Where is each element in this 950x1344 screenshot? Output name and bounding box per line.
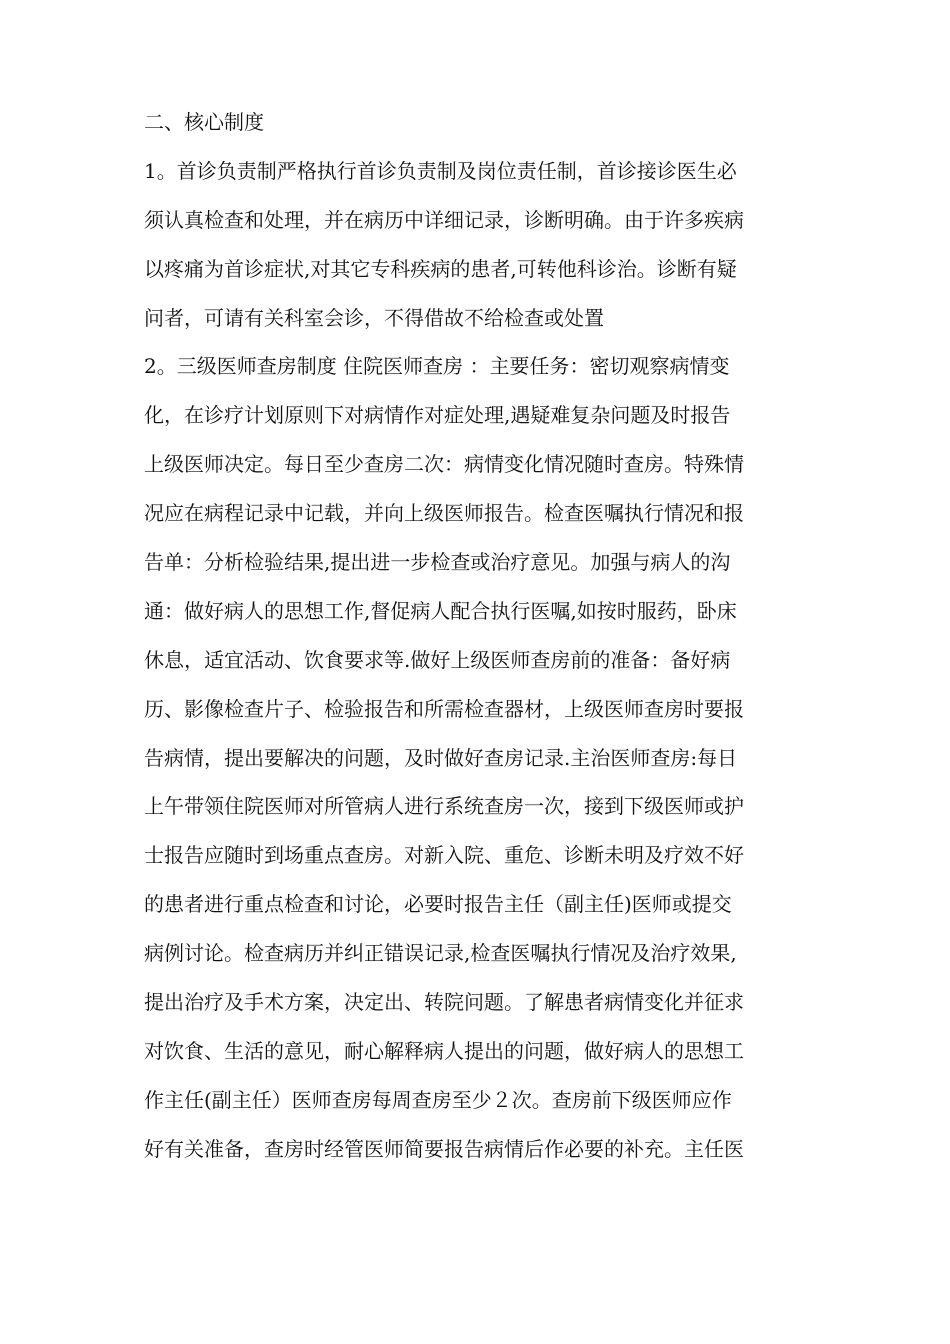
text-line: 1。首诊负责制严格执行首诊负责制及岗位责任制，首诊接诊医生必 <box>144 158 737 183</box>
text-line: 告病情，提出要解决的问题，及时做好查房记录.主治医师查房:每日 <box>144 745 738 770</box>
text-line: 上级医师决定。每日至少查房二次：病情变化情况随时查房。特殊情 <box>144 452 744 477</box>
text-line: 的患者进行重点检查和讨论，必要时报告主任（副主任)医师或提交 <box>144 892 732 917</box>
text-line: 好有关准备，查房时经管医师简要报告病情后作必要的补充。主任医 <box>144 1136 744 1161</box>
text-line: 2。三级医师查房制度 住院医师查房 ：主要任务：密切观察病情变 <box>144 354 730 379</box>
text-line: 历、影像检查片子、检验报告和所需检查器材，上级医师查房时要报 <box>144 696 744 721</box>
section-heading: 二、核心制度 <box>144 110 264 134</box>
text-line: 上午带领住院医师对所管病人进行系统查房一次，接到下级医师或护 <box>144 794 744 819</box>
text-line: 对饮食、生活的意见，耐心解释病人提出的问题，做好病人的思想工 <box>144 1038 744 1063</box>
text-line: 况应在病程记录中记载，并向上级医师报告。检查医嘱执行情况和报 <box>144 501 744 526</box>
text-line: 士报告应随时到场重点查房。对新入院、重危、诊断未明及疗效不好 <box>144 843 744 868</box>
text-line: 病例讨论。检查病历并纠正错误记录,检查医嘱执行情况及治疗效果, <box>144 941 737 966</box>
document-body <box>144 102 824 1178</box>
text-line: 须认真检查和处理，并在病历中详细记录，诊断明确。由于许多疾病 <box>144 207 744 232</box>
text-line: 通：做好病人的思想工作,督促病人配合执行医嘱,如按时服药，卧床 <box>144 598 737 623</box>
text-line: 以疼痛为首诊症状,对其它专科疾病的患者,可转他科诊治。诊断有疑 <box>144 256 737 281</box>
text-line: 告单：分析检验结果,提出进一步检查或治疗意见。加强与病人的沟 <box>144 550 731 575</box>
text-line: 作主任(副主任）医师查房每周查房至少２次。查房前下级医师应作 <box>144 1087 732 1112</box>
text-line: 化，在诊疗计划原则下对病情作对症处理,遇疑难复杂问题及时报告 <box>144 403 731 428</box>
text-line: 问者，可请有关科室会诊，不得借故不给检查或处置 <box>144 305 604 330</box>
text-line: 提出治疗及手术方案，决定出、转院问题。了解患者病情变化并征求 <box>144 990 744 1015</box>
text-line: 休息，适宜活动、饮食要求等.做好上级医师查房前的准备：备好病 <box>144 647 731 672</box>
